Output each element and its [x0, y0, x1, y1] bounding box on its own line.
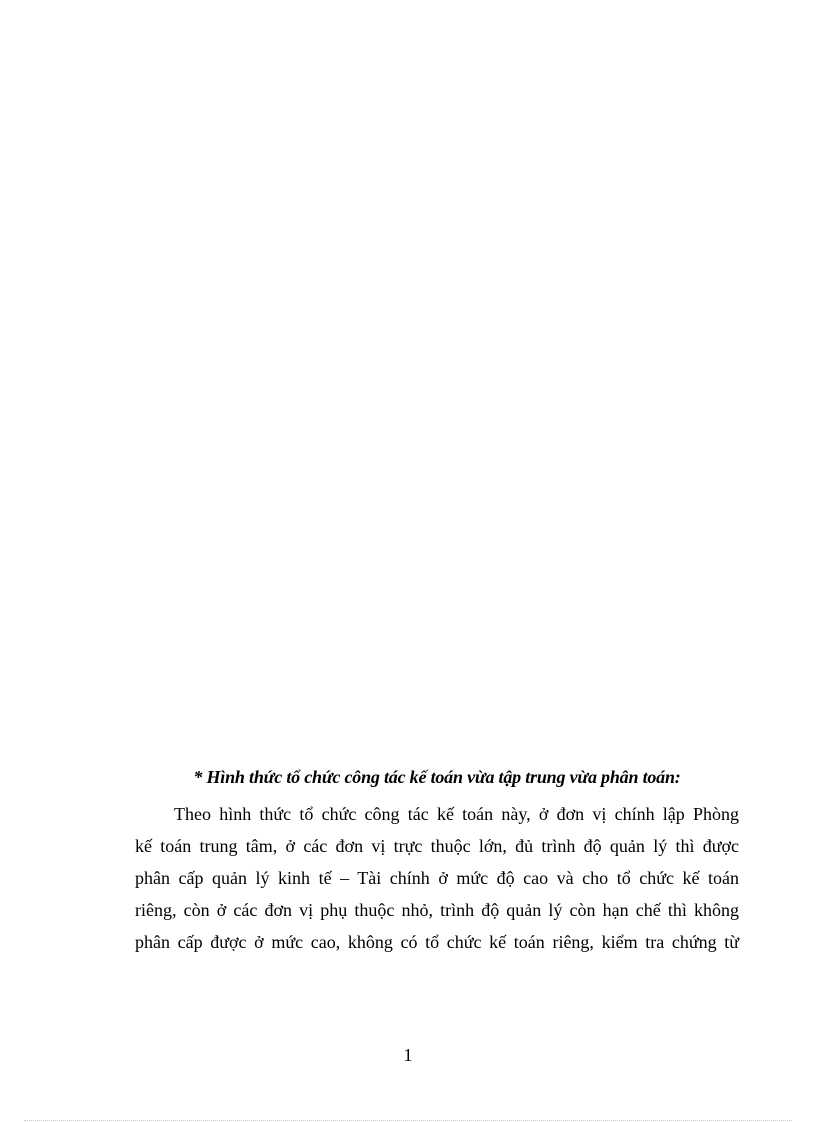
- paragraph-line-1: Theo hình thức tổ chức công tác kế toán này, ở đơn vị chính lập Phòng: [174, 804, 739, 824]
- paragraph-line-5: phân cấp được ở mức cao, không có tổ chức kế toán riêng, kiểm tra chứng từ: [135, 932, 739, 952]
- paragraph-line-2: kế toán trung tâm, ở các đơn vị trực thuộc lớn, đủ trình độ quản lý thì được: [135, 836, 739, 856]
- footer-divider: [24, 1120, 792, 1121]
- paragraph-line-3: phân cấp quản lý kinh tế – Tài chính ở mức độ cao và cho tổ chức kế toán: [135, 868, 739, 888]
- document-content: [135, 764, 739, 958]
- page-number: 1: [403, 1045, 413, 1065]
- section-heading: * Hình thức tổ chức công tác kế toán vừa tập trung vừa phân toán:: [193, 767, 681, 787]
- paragraph-line-4: riêng, còn ở các đơn vị phụ thuộc nhỏ, trình độ quản lý còn hạn chế thì không: [135, 900, 739, 920]
- body-paragraph: [135, 798, 739, 958]
